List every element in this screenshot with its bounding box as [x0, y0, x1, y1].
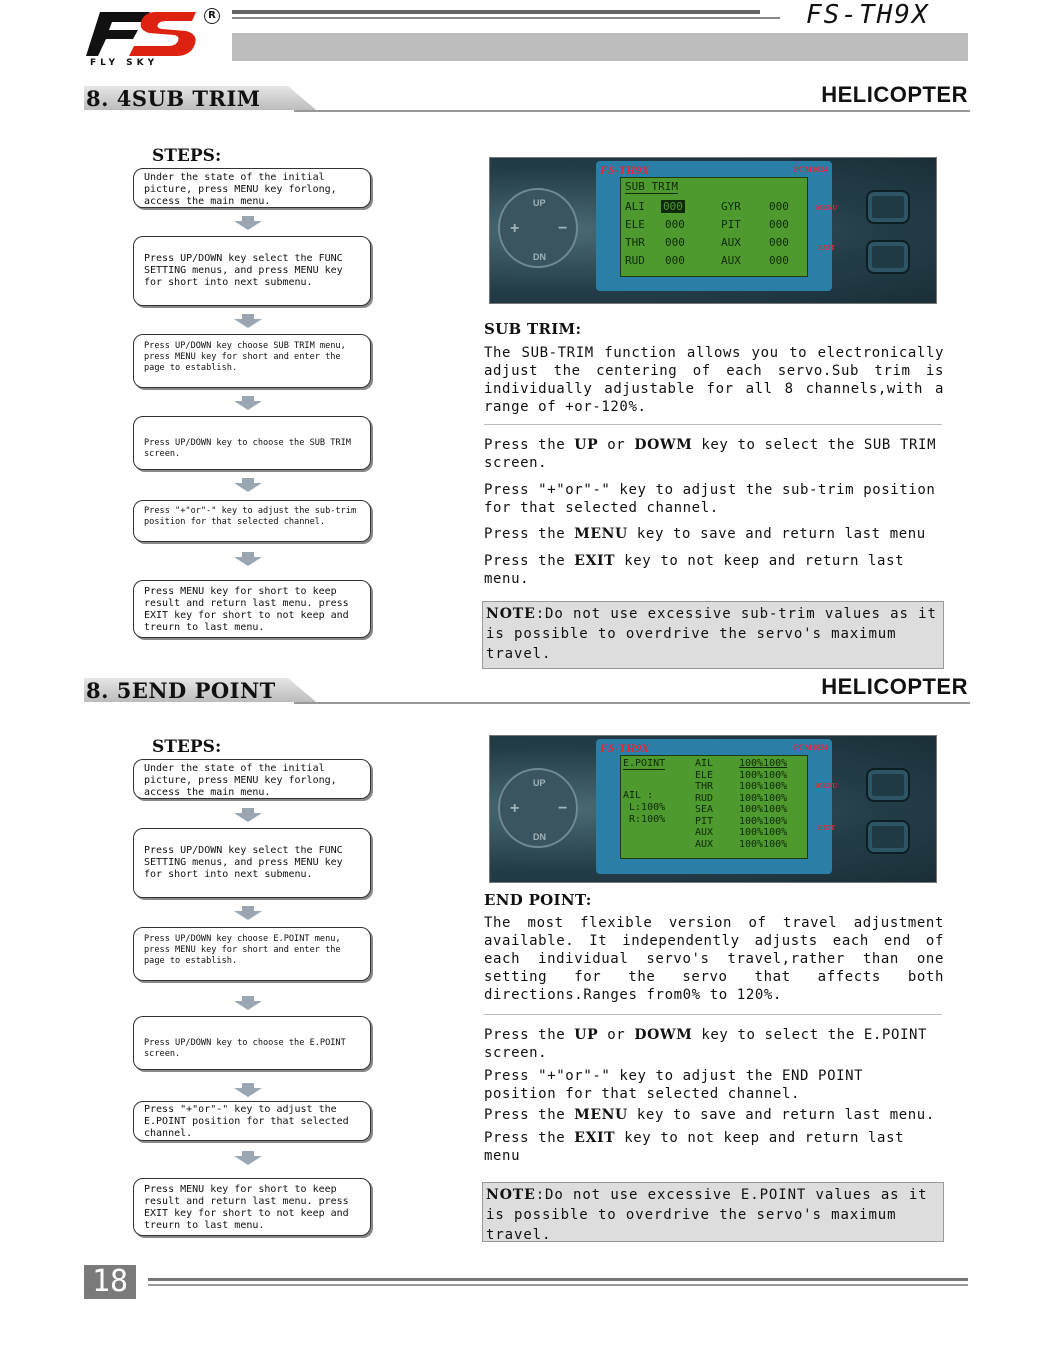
down-arrow-icon: [233, 808, 263, 822]
instruction-2: Press "+"or"-" key to adjust the sub-trim position for that selected channel.: [484, 482, 936, 516]
svg-text:FLY SKY: FLY SKY: [90, 58, 159, 66]
model-title: FS-TH9X: [806, 0, 930, 30]
down-arrow-icon: [233, 1083, 263, 1097]
lcd-header: SUB TRIM: [625, 180, 678, 193]
transmitter-screenshot-sub-trim: [489, 157, 937, 304]
note-label: NOTE: [486, 1187, 536, 1203]
exit-button-icon: [866, 820, 910, 854]
flysky-logo: [86, 8, 216, 66]
step-6: Press MENU key for short to keep result and return last menu. press EXIT key for short to not keep and treurn to last menu.: [133, 1178, 371, 1236]
step-5: Press "+"or"-" key to adjust the sub-trim position for that selected channel.: [133, 500, 371, 542]
step-5: Press "+"or"-" key to adjust the E.POINT position for that selected channel.: [133, 1101, 371, 1141]
header-rule-thin: [232, 17, 780, 19]
down-arrow-icon: [233, 396, 263, 410]
note-label: NOTE: [486, 606, 536, 622]
tx-exit-label: EXIT: [818, 244, 836, 252]
section-category: HELICOPTER: [821, 82, 968, 107]
down-arrow-icon: [233, 1151, 263, 1165]
dpad-icon: UP DN + −: [498, 188, 578, 268]
section-rule: [294, 110, 970, 112]
lcd-cursor: 000: [663, 200, 683, 213]
down-arrow-icon: [233, 216, 263, 230]
instruction-3: Press the MENU key to save and return last menu: [484, 526, 926, 542]
end-point-heading: END POINT:: [484, 891, 592, 909]
down-arrow-icon: [233, 906, 263, 920]
lcd-frame: [596, 739, 832, 874]
step-1: Under the state of the initial picture, press MENU key forlong, access the main menu.: [133, 759, 371, 799]
section-title: 8. 5END POINT: [86, 678, 276, 703]
tx-pcm: PCM1024: [793, 165, 828, 174]
note-box: NOTE:Do not use excessive sub-trim values as it is possible to overdrive the servo's maximum travel.: [482, 601, 944, 669]
tx-brand: FS-TH9X: [600, 163, 650, 177]
section-header-end-point: [84, 674, 970, 704]
footer-rule-thin: [148, 1284, 968, 1286]
lcd-frame: [596, 161, 832, 291]
lcd-screen: E.POINT AIL : L:100% R:100% AIL 100%100% ELE 100%100% THR 100%100% RUD 100%100% SEA 100%100% PIT 100%100% AUX 100%100% AUX 100%100%: [620, 755, 808, 859]
instruction-4: Press the EXIT key to not keep and return last menu: [484, 1130, 905, 1164]
section-rule: [294, 702, 970, 704]
tx-exit-label: EXIT: [818, 824, 836, 832]
tx-brand: FS-TH9X: [600, 741, 650, 755]
step-1: Under the state of the initial picture, press MENU key forlong, access the main menu.: [133, 168, 371, 208]
down-arrow-icon: [233, 996, 263, 1010]
down-arrow-icon: [233, 552, 263, 566]
instruction-2: Press "+"or"-" key to adjust the END POINT position for that selected channel.: [484, 1068, 864, 1102]
transmitter-screenshot-end-point: [489, 735, 937, 883]
section-header-sub-trim: [84, 82, 970, 112]
instruction-3: Press the MENU key to save and return last menu.: [484, 1107, 935, 1123]
step-4: Press UP/DOWN key to choose the SUB TRIM screen.: [133, 416, 371, 470]
menu-button-icon: [866, 768, 910, 802]
note-box: NOTE:Do not use excessive E.POINT values as it is possible to overdrive the servo's maximum travel.: [482, 1182, 944, 1242]
step-4: Press UP/DOWN key to choose the E.POINT screen.: [133, 1016, 371, 1070]
header-rule: [232, 10, 760, 14]
steps-label: STEPS:: [152, 146, 222, 166]
instruction-4: Press the EXIT key to not keep and return last menu.: [484, 553, 905, 587]
tx-menu-label: MENU: [816, 782, 838, 790]
sub-trim-heading: SUB TRIM:: [484, 320, 582, 338]
section-category: HELICOPTER: [821, 674, 968, 699]
menu-button-icon: [866, 190, 910, 224]
sub-trim-description: The SUB-TRIM function allows you to electronically adjust the centering of each servo.Sub trim is individually adjustable for all 8 channels,with a range of +or-120%.: [484, 345, 944, 415]
page-number: 18: [84, 1265, 136, 1299]
instruction-1: Press the UP or DOWM key to select the E.POINT screen.: [484, 1027, 928, 1061]
steps-label: STEPS:: [152, 737, 222, 757]
end-point-description: The most flexible version of travel adjustment available. It independently adjusts each end of each individual servo's travel,rather than one setting for the servo that affects both directions.Ranges from0% to 120%.: [484, 915, 944, 1003]
section-title: 8. 4SUB TRIM: [86, 86, 261, 111]
instruction-1: Press the UP or DOWM key to select the SUB TRIM screen.: [484, 437, 937, 471]
divider: [484, 1014, 942, 1015]
step-2: Press UP/DOWN key select the FUNC SETTING menus, and press MENU key for short into next submenu.: [133, 828, 371, 898]
exit-button-icon: [866, 240, 910, 274]
divider: [484, 424, 942, 425]
tx-pcm: PCM1024: [793, 743, 828, 752]
down-arrow-icon: [233, 478, 263, 492]
step-6: Press MENU key for short to keep result and return last menu. press EXIT key for short to not keep and treurn to last menu.: [133, 580, 371, 638]
footer-rule: [148, 1278, 968, 1281]
step-3: Press UP/DOWN key choose SUB TRIM menu, press MENU key for short and enter the page to establish.: [133, 334, 371, 388]
header-band: [232, 33, 968, 61]
step-3: Press UP/DOWN key choose E.POINT menu, press MENU key for short and enter the page to establish.: [133, 927, 371, 981]
step-2: Press UP/DOWN key select the FUNC SETTING menus, and press MENU key for short into next submenu.: [133, 236, 371, 306]
tx-menu-label: MENU: [816, 204, 838, 212]
registered-mark: R: [204, 8, 220, 24]
lcd-title: E.POINT: [623, 758, 666, 769]
dpad-icon: UP DN + −: [498, 768, 578, 848]
lcd-screen: SUB TRIM ALI 000 GYR 000 ELE 000 PIT 000 THR 000 AUX 000 RUD 000 AUX 000: [620, 177, 808, 277]
down-arrow-icon: [233, 314, 263, 328]
